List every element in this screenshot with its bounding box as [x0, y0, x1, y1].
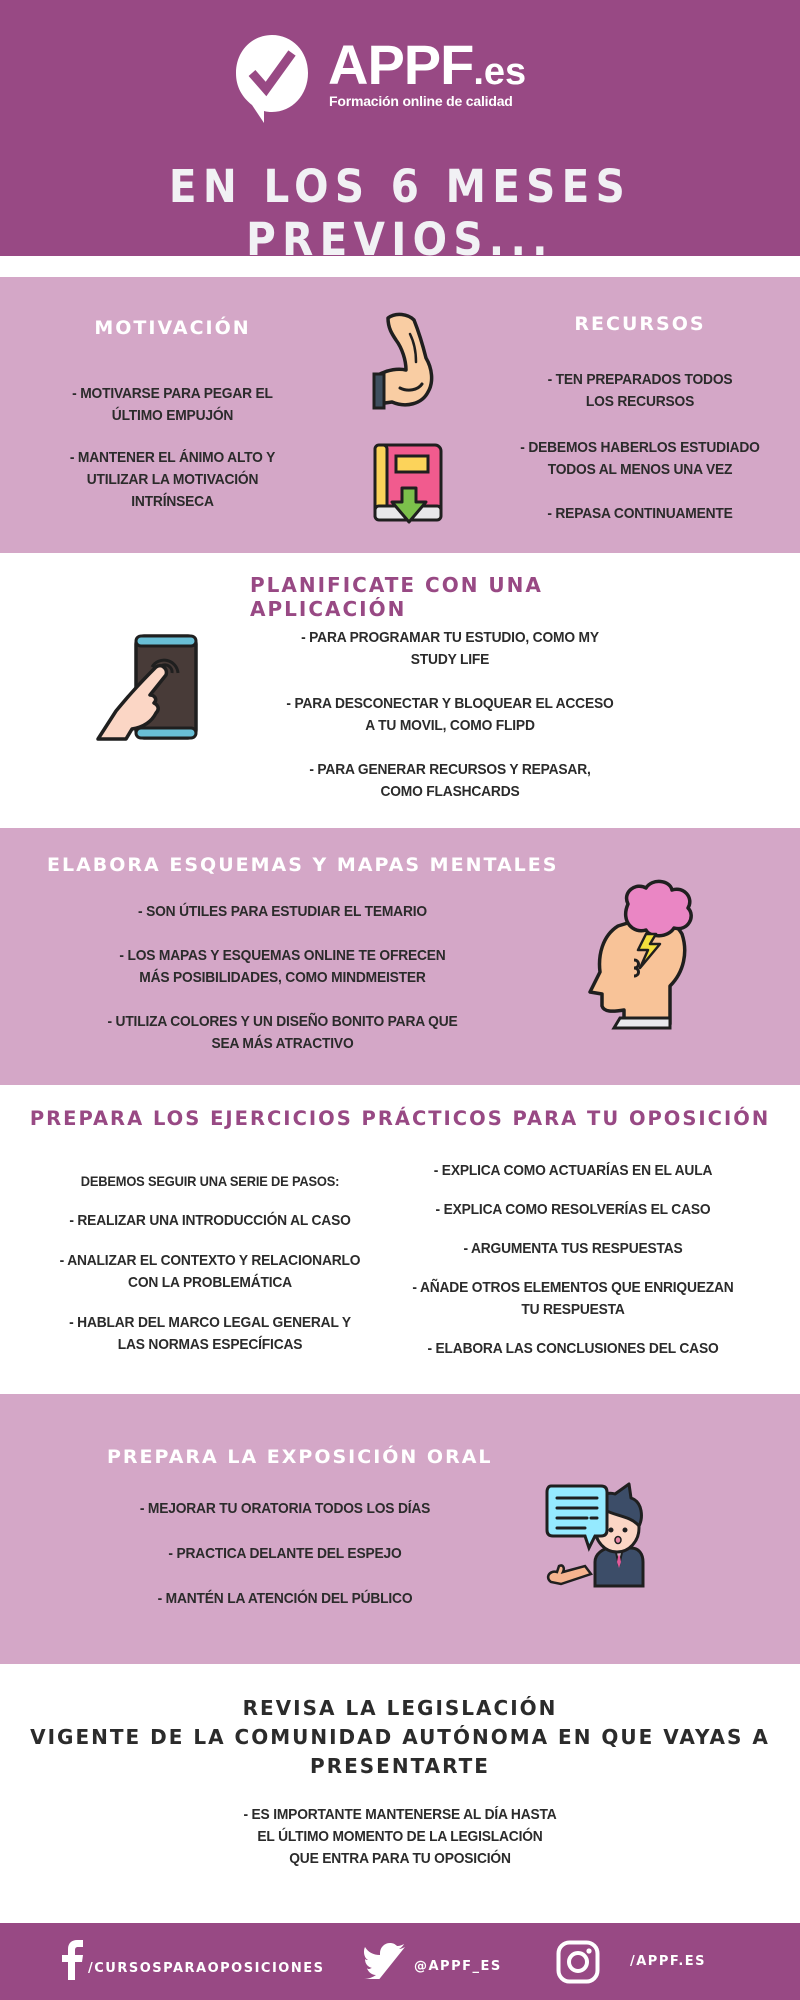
esquemas-list: [80, 901, 485, 1077]
recursos-item: - REPASA CONTINUAMENTE: [547, 505, 733, 522]
motivacion-title: MOTIVACIÓN: [94, 317, 251, 339]
instagram-icon: [556, 1940, 600, 1984]
instagram-handle: /APPF.ES: [630, 1954, 707, 1969]
flexed-arm-icon: [370, 312, 446, 412]
phone-tap-icon: [96, 633, 202, 741]
twitter-handle: @APPF_ES: [414, 1959, 502, 1974]
practicos-step: - ARGUMENTA TUS RESPUESTAS: [463, 1240, 683, 1257]
speaker-man-icon: [545, 1482, 649, 1588]
book-download-icon: [372, 442, 444, 528]
section-practicos: [0, 1085, 800, 1394]
practicos-right-list: [398, 1160, 748, 1382]
footer: [0, 1923, 800, 2000]
legislacion-title-line: VIGENTE DE LA COMUNIDAD AUTÓNOMA EN QUE VAYAS A: [30, 1725, 770, 1749]
esquemas-item: - SON ÚTILES PARA ESTUDIAR EL TEMARIO: [138, 903, 427, 920]
practicos-intro: DEBEMOS SEGUIR UNA SERIE DE PASOS:: [80, 1173, 340, 1189]
exposicion-item: - MANTÉN LA ATENCIÓN DEL PÚBLICO: [157, 1590, 413, 1607]
planificate-item: - PARA GENERAR RECURSOS Y REPASAR, COMO FLASHCARDS: [309, 761, 591, 800]
esquemas-title: ELABORA ESQUEMAS Y MAPAS MENTALES: [47, 854, 559, 876]
recursos-item: - DEBEMOS HABERLOS ESTUDIADO TODOS AL MENOS UNA VEZ: [520, 439, 760, 478]
practicos-step: - REALIZAR UNA INTRODUCCIÓN AL CASO: [69, 1212, 351, 1229]
exposicion-list: [100, 1498, 470, 1632]
legislacion-title-line: REVISA LA LEGISLACIÓN: [242, 1696, 558, 1720]
twitter-icon: [364, 1943, 406, 1979]
page-title: EN LOS 6 MESES PREVIOS...: [168, 160, 632, 266]
planificate-item: - PARA PROGRAMAR TU ESTUDIO, COMO MY STUDY LIFE: [301, 629, 599, 668]
exposicion-item: - PRACTICA DELANTE DEL ESPEJO: [168, 1545, 402, 1562]
twitter-link[interactable]: [364, 1923, 502, 2000]
practicos-step: - EXPLICA COMO ACTUARÍAS EN EL AULA: [433, 1162, 713, 1179]
exposicion-title: PREPARA LA EXPOSICIÓN ORAL: [107, 1446, 493, 1468]
motivacion-item: - MOTIVARSE PARA PEGAR EL ÚLTIMO EMPUJÓN: [72, 385, 273, 424]
esquemas-item: - LOS MAPAS Y ESQUEMAS ONLINE TE OFRECEN MÁS POSIBILIDADES, COMO MINDMEISTER: [119, 947, 446, 986]
planificate-item: - PARA DESCONECTAR Y BLOQUEAR EL ACCESO A TU MOVIL, COMO FLIPD: [286, 695, 614, 734]
practicos-title: PREPARA LOS EJERCICIOS PRÁCTICOS PARA TU OPOSICIÓN: [29, 1107, 771, 1130]
legislacion-title: [0, 1694, 800, 1781]
section-esquemas: [0, 828, 800, 1085]
planificate-title: PLANIFICATE CON UNA APLICACIÓN: [250, 573, 543, 621]
legislacion-body-line: QUE ENTRA PARA TU OPOSICIÓN: [289, 1850, 511, 1867]
facebook-icon: [62, 1940, 84, 1980]
facebook-link[interactable]: [62, 1923, 324, 2000]
check-bubble-icon: [234, 33, 310, 125]
motivacion-column: [50, 317, 295, 535]
brand-tagline: Formación online de calidad: [329, 93, 513, 109]
exposicion-item: - MEJORAR TU ORATORIA TODOS LOS DÍAS: [139, 1500, 431, 1517]
practicos-step: - ELABORA LAS CONCLUSIONES DEL CASO: [427, 1340, 719, 1357]
section-exposicion: [0, 1394, 800, 1664]
legislacion-body: [0, 1804, 800, 1870]
header: [0, 0, 800, 266]
practicos-step: - AÑADE OTROS ELEMENTOS QUE ENRIQUEZAN TU RESPUESTA: [412, 1279, 734, 1318]
practicos-step: - EXPLICA COMO RESOLVERÍAS EL CASO: [435, 1201, 711, 1218]
recursos-column: [505, 313, 775, 547]
legislacion-body-line: EL ÚLTIMO MOMENTO DE LA LEGISLACIÓN: [257, 1828, 543, 1845]
legislacion-body-line: - ES IMPORTANTE MANTENERSE AL DÍA HASTA: [243, 1806, 557, 1823]
brand-name: APPF.es: [328, 33, 527, 96]
brainstorm-head-icon: [588, 876, 700, 1032]
practicos-step: - HABLAR DEL MARCO LEGAL GENERAL Y LAS NORMAS ESPECÍFICAS: [69, 1314, 351, 1353]
section-motivacion-recursos: [0, 277, 800, 553]
recursos-item: - TEN PREPARADOS TODOS LOS RECURSOS: [547, 371, 733, 410]
motivacion-item: - MANTENER EL ÁNIMO ALTO Y UTILIZAR LA MOTIVACIÓN INTRÍNSECA: [69, 449, 276, 510]
brand-logo[interactable]: [234, 33, 564, 128]
planificate-list: [250, 627, 650, 825]
esquemas-item: - UTILIZA COLORES Y UN DISEÑO BONITO PARA QUE SEA MÁS ATRACTIVO: [107, 1013, 458, 1052]
section-planificate: [0, 553, 800, 828]
recursos-title: RECURSOS: [574, 313, 706, 335]
instagram-link[interactable]: [556, 1923, 706, 2000]
section-legislacion: [0, 1664, 800, 1923]
practicos-left-list: [30, 1170, 390, 1378]
legislacion-title-line: PRESENTARTE: [310, 1754, 490, 1778]
practicos-step: - ANALIZAR EL CONTEXTO Y RELACIONARLO CON LA PROBLEMÁTICA: [59, 1252, 361, 1291]
facebook-handle: /CURSOSPARAOPOSICIONES: [88, 1961, 325, 1976]
